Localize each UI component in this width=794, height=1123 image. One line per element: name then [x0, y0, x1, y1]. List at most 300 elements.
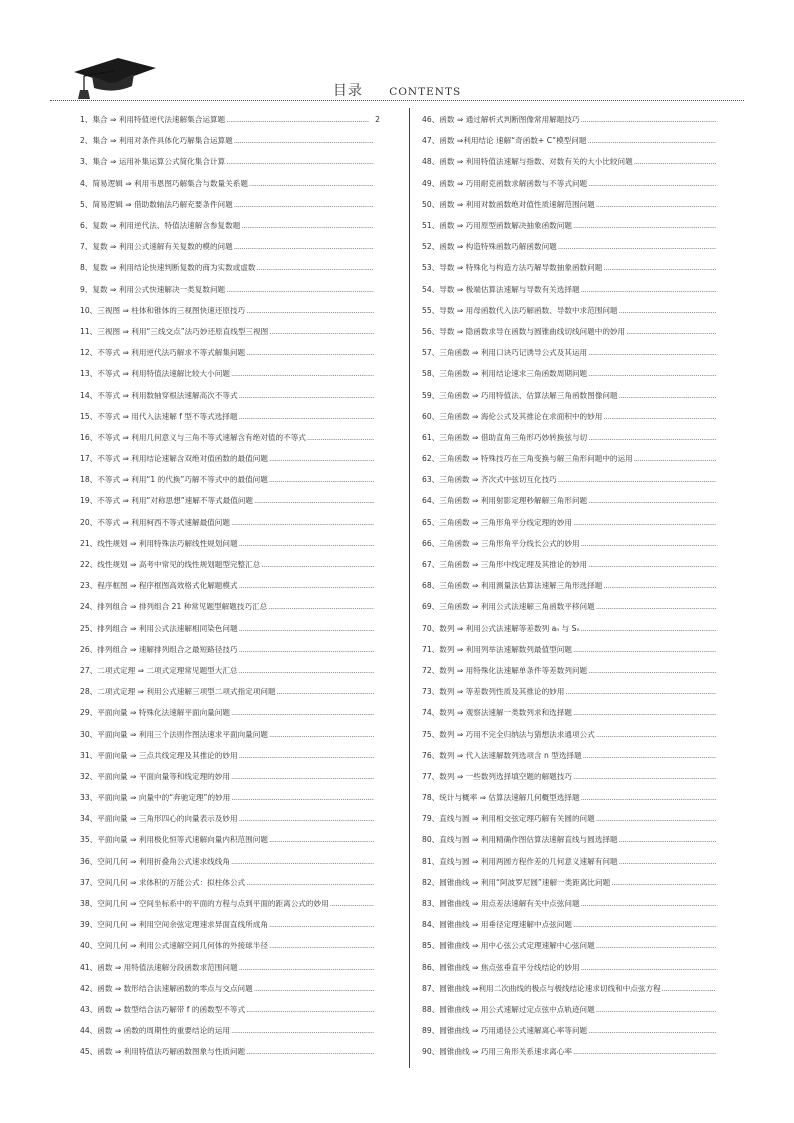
toc-dot-leader: [596, 200, 716, 209]
toc-dot-leader: [241, 221, 374, 230]
toc-entry-number: 85、: [422, 941, 440, 951]
toc-entry-title: 平面向量 ⇒ 三角形四心的向量表示及妙用: [97, 814, 238, 824]
toc-entry[interactable]: [422, 639, 722, 660]
toc-dot-leader: [596, 941, 716, 950]
toc-entry[interactable]: [80, 109, 380, 130]
toc-entry-number: 8、: [80, 263, 93, 273]
toc-entry[interactable]: [80, 639, 380, 660]
toc-dot-leader: [558, 475, 716, 484]
toc-entry-number: 74、: [422, 708, 440, 718]
toc-entry-title: 三角函数 ⇒ 齐次式中弦切互化技巧: [439, 475, 557, 485]
toc-entry-title: 数列 ⇒ 等差数列性质及其推论的妙用: [439, 687, 565, 697]
toc-entry-title: 简易逻辑 ⇒ 利用韦恩图巧解集合与数量关系题: [92, 178, 248, 188]
toc-entry-title: 函数 ⇒ 通过解析式判断图像常用解题技巧: [439, 115, 580, 125]
toc-entry[interactable]: [80, 130, 380, 151]
toc-entry[interactable]: [80, 829, 380, 850]
toc-entry-number: 90、: [422, 1047, 440, 1057]
toc-dot-leader: [277, 687, 374, 696]
toc-dot-leader: [581, 624, 716, 633]
toc-entry-number: 22、: [80, 560, 98, 570]
toc-entry-title: 不等式 ⇒ 利用数轴穿根法速解高次不等式: [97, 390, 238, 400]
toc-entry-number: 11、: [80, 326, 98, 336]
toc-entry-number: 77、: [422, 771, 440, 781]
toc-entry-title: 空间几何 ⇒ 利用公式速解空间几何体的外接球半径: [97, 941, 268, 951]
toc-entry-number: 63、: [422, 475, 440, 485]
toc-entry-title: 平面向量 ⇒ 三点共线定理及其推论的妙用: [97, 750, 238, 760]
toc-entry-title: 三角函数 ⇒ 利用测量法估算法速解三角形选择题: [439, 581, 603, 591]
toc-entry-title: 圆锥曲线 ⇒ 用公式速解过定点弦中点轨迹问题: [439, 1004, 595, 1014]
toc-entry[interactable]: [80, 512, 380, 533]
toc-dot-leader: [596, 602, 716, 611]
toc-entry-title: 线性规划 ⇒ 高考中常见的线性规划题型完整汇总: [97, 560, 261, 570]
toc-entry-title: 函数 ⇒利用结论 速解“奇函数+ C”模型问题: [439, 136, 587, 146]
toc-entry[interactable]: [422, 215, 722, 236]
toc-dot-leader: [269, 730, 374, 739]
toc-entry-number: 35、: [80, 835, 98, 845]
toc-entry[interactable]: [80, 660, 380, 681]
toc-entry[interactable]: [422, 681, 722, 702]
toc-dot-leader: [246, 1047, 374, 1056]
toc-entry[interactable]: [422, 1020, 722, 1041]
toc-dot-leader: [611, 878, 716, 887]
toc-entry[interactable]: [422, 723, 722, 744]
toc-dot-leader: [239, 581, 374, 590]
toc-entry[interactable]: [80, 300, 380, 321]
toc-entry-number: 25、: [80, 623, 98, 633]
toc-dot-leader: [588, 369, 716, 378]
toc-entry[interactable]: [422, 194, 722, 215]
toc-entry-number: 14、: [80, 390, 98, 400]
toc-dot-leader: [269, 920, 374, 929]
toc-dot-leader: [246, 306, 374, 315]
toc-dot-leader: [257, 263, 374, 272]
toc-entry-title: 圆锥曲线 ⇒ 用中心弦公式定理速解中心弦问题: [439, 941, 595, 951]
toc-entry[interactable]: [80, 236, 380, 257]
toc-dot-leader: [249, 179, 374, 188]
toc-dot-leader: [573, 920, 716, 929]
toc-dot-leader: [581, 115, 716, 124]
toc-dot-leader: [239, 645, 374, 654]
toc-entry[interactable]: [80, 151, 380, 172]
toc-entry-title: 函数 ⇒ 用特值法速解分段函数求范围问题: [97, 962, 238, 972]
toc-entry[interactable]: [422, 236, 722, 257]
toc-entry-number: 39、: [80, 920, 98, 930]
toc-entry-number: 76、: [422, 750, 440, 760]
toc-entry-number: 24、: [80, 602, 98, 612]
toc-entry-title: 平面向量 ⇒ 利用三个法则作图法速求平面向量问题: [97, 729, 268, 739]
toc-dot-leader: [254, 496, 374, 505]
toc-entry-title: 二项式定理 ⇒ 二项式定理常见题型大汇总: [97, 665, 238, 675]
toc-entry[interactable]: [422, 533, 722, 554]
toc-dot-leader: [231, 772, 374, 781]
toc-entry-title: 空间几何 ⇒ 求体积的万能公式：拟柱体公式: [97, 877, 246, 887]
toc-entry[interactable]: [422, 427, 722, 448]
toc-entry[interactable]: [422, 978, 722, 999]
toc-entry-number: 41、: [80, 962, 98, 972]
toc-dot-leader: [588, 560, 716, 569]
toc-entry-title: 圆锥曲线 ⇒ 用点差法速解有关中点弦问题: [439, 899, 580, 909]
toc-entry-number: 31、: [80, 750, 98, 760]
toc-dot-leader: [239, 391, 374, 400]
toc-entry-title: 数列 ⇒ 代入法速解数列选项含 n 型选择题: [439, 750, 582, 760]
toc-dot-leader: [239, 666, 374, 675]
toc-dot-leader: [558, 242, 716, 251]
toc-entry[interactable]: [80, 1020, 380, 1041]
toc-entry-title: 三角函数 ⇒ 三角形角平分线长公式的妙用: [439, 538, 580, 548]
toc-dot-leader: [238, 412, 374, 421]
toc-dot-leader: [226, 285, 374, 294]
toc-dot-leader: [330, 899, 374, 908]
column-divider: [409, 108, 410, 1068]
toc-entry-title: 复数 ⇒ 利用逆代法、特值法速解含参复数题: [92, 221, 241, 231]
toc-entry[interactable]: [422, 914, 722, 935]
toc-entry-number: 7、: [80, 242, 93, 252]
toc-dot-leader: [619, 391, 716, 400]
toc-entry-title: 三角函数 ⇒ 利用公式法速解三角函数平移问题: [439, 602, 595, 612]
toc-entry-number: 61、: [422, 432, 440, 442]
toc-entry-number: 28、: [80, 687, 98, 697]
toc-entry-number: 88、: [422, 1004, 440, 1014]
toc-entry-number: 29、: [80, 708, 98, 718]
page-title: [0, 80, 794, 100]
toc-entry-title: 不等式 ⇒ 利用结论速解含双绝对值函数的最值问题: [97, 454, 268, 464]
toc-entry[interactable]: [80, 851, 380, 872]
toc-entry-number: 69、: [422, 602, 440, 612]
toc-entry-title: 不等式 ⇒ 利用逆代法巧解求不等式解集问题: [97, 348, 246, 358]
toc-entry-number: 20、: [80, 517, 98, 527]
toc-entry[interactable]: [80, 702, 380, 723]
toc-entry[interactable]: [80, 618, 380, 639]
toc-entry-title: 线性规划 ⇒ 利用特殊法巧解线性规划问题: [97, 538, 238, 548]
toc-dot-leader: [254, 984, 374, 993]
toc-entry[interactable]: [422, 618, 722, 639]
toc-entry-number: 40、: [80, 941, 98, 951]
toc-entry-number: 17、: [80, 454, 98, 464]
toc-entry-title: 数列 ⇒ 巧用不完全归纳法与猜想法求通项公式: [439, 729, 595, 739]
toc-entry-title: 导数 ⇒ 极端估算法速解与导数有关选择题: [439, 284, 580, 294]
toc-entry-title: 数列 ⇒ 利用公式法速解等差数列 aₙ 与 Sₙ: [439, 623, 580, 633]
toc-entry-number: 70、: [422, 623, 440, 633]
toc-dot-leader: [603, 263, 716, 272]
toc-dot-leader: [573, 708, 716, 717]
toc-entry-number: 50、: [422, 199, 440, 209]
toc-dot-leader: [269, 941, 374, 950]
toc-dot-leader: [268, 602, 374, 611]
toc-entry-number: 64、: [422, 496, 440, 506]
toc-entry[interactable]: [80, 363, 380, 384]
toc-entry[interactable]: [422, 999, 722, 1020]
toc-entry[interactable]: [80, 384, 380, 405]
toc-entry[interactable]: [422, 512, 722, 533]
toc-left-column: [80, 109, 380, 1062]
toc-entry-title: 集合 ⇒ 利用对条件具体化巧解集合运算题: [92, 136, 233, 146]
toc-entry-title: 函数 ⇒ 构造特殊函数巧解函数问题: [439, 242, 557, 252]
toc-entry[interactable]: [80, 342, 380, 363]
toc-entry[interactable]: [422, 596, 722, 617]
toc-entry-number: 71、: [422, 644, 440, 654]
toc-dot-leader: [603, 412, 716, 421]
toc-dot-leader: [662, 984, 716, 993]
toc-entry-title: 排列组合 ⇒ 利用公式法速解相同染色问题: [97, 623, 238, 633]
toc-dot-leader: [226, 115, 369, 124]
toc-entry[interactable]: [422, 1041, 722, 1062]
toc-entry-number: 34、: [80, 814, 98, 824]
toc-dot-leader: [619, 835, 716, 844]
toc-entry[interactable]: [422, 575, 722, 596]
toc-entry[interactable]: [80, 554, 380, 575]
toc-entry-number: 1、: [80, 115, 93, 125]
toc-entry[interactable]: [422, 957, 722, 978]
toc-dot-leader: [239, 539, 374, 548]
toc-entry[interactable]: [422, 448, 722, 469]
toc-entry[interactable]: [422, 130, 722, 151]
toc-dot-leader: [588, 666, 716, 675]
toc-entry-number: 6、: [80, 221, 93, 231]
toc-entry[interactable]: [422, 173, 722, 194]
toc-entry-number: 54、: [422, 284, 440, 294]
toc-entry[interactable]: [80, 596, 380, 617]
toc-entry-title: 不等式 ⇒ 利用特值法速解比较大小问题: [97, 369, 230, 379]
toc-entry-title: 数列 ⇒ 用特殊化法速解单条件等差数列问题: [439, 665, 588, 675]
toc-entry[interactable]: [80, 215, 380, 236]
toc-entry-number: 45、: [80, 1047, 98, 1057]
toc-dot-leader: [581, 963, 716, 972]
toc-entry-title: 直线与圆 ⇒ 利用相交弦定理巧解有关圆的问题: [439, 814, 595, 824]
toc-entry-title: 三角函数 ⇒ 特殊技巧在三角变换与解三角形问题中的运用: [439, 454, 633, 464]
toc-entry[interactable]: [422, 384, 722, 405]
toc-entry[interactable]: [422, 469, 722, 490]
toc-entry-title: 集合 ⇒ 利用特值逆代法速解集合运算题: [92, 115, 226, 125]
toc-entry[interactable]: [422, 279, 722, 300]
toc-entry[interactable]: [80, 406, 380, 427]
toc-entry-title: 圆锥曲线 ⇒利用二次曲线的极点与极线结论速求切线和中点弦方程: [439, 983, 661, 993]
toc-entry[interactable]: [422, 893, 722, 914]
toc-entry-title: 函数 ⇒ 利用对数函数绝对值性质速解范围问题: [439, 199, 595, 209]
toc-entry[interactable]: [422, 490, 722, 511]
toc-entry[interactable]: [80, 957, 380, 978]
toc-entry-number: 33、: [80, 793, 98, 803]
toc-entry-number: 13、: [80, 369, 98, 379]
toc-entry-number: 80、: [422, 835, 440, 845]
toc-entry-number: 12、: [80, 348, 98, 358]
toc-entry-number: 43、: [80, 1004, 98, 1014]
toc-dot-leader: [307, 433, 374, 442]
toc-dot-leader: [583, 751, 716, 760]
toc-dot-leader: [234, 200, 374, 209]
toc-dot-leader: [587, 136, 716, 145]
toc-dot-leader: [234, 136, 374, 145]
toc-entry[interactable]: [422, 321, 722, 342]
toc-entry-number: 10、: [80, 305, 98, 315]
toc-entry-title: 圆锥曲线 ⇒ 利用“阿波罗尼圆”速解一类距离比问题: [439, 877, 611, 887]
toc-entry-title: 函数 ⇒ 巧用原型函数解决抽象函数问题: [439, 221, 572, 231]
toc-entry-number: 55、: [422, 305, 440, 315]
toc-entry-title: 二项式定理 ⇒ 利用公式速解三项型二项式指定项问题: [97, 687, 276, 697]
toc-entry[interactable]: [80, 893, 380, 914]
toc-entry-number: 3、: [80, 157, 93, 167]
toc-entry-title: 平面向量 ⇒ 特殊化法速解平面向量问题: [97, 708, 230, 718]
toc-entry[interactable]: [422, 851, 722, 872]
toc-entry[interactable]: [80, 257, 380, 278]
toc-entry-number: 42、: [80, 983, 98, 993]
toc-entry[interactable]: [422, 109, 722, 130]
toc-dot-leader: [634, 454, 716, 463]
toc-entry-title: 三视图 ⇒ 利用“三线交点”法巧妙还原直线型三视图: [97, 326, 269, 336]
toc-entry[interactable]: [422, 151, 722, 172]
toc-entry-number: 52、: [422, 242, 440, 252]
toc-dot-leader: [269, 475, 374, 484]
toc-entry-number: 57、: [422, 348, 440, 358]
toc-dot-leader: [581, 539, 716, 548]
toc-entry-number: 47、: [422, 136, 440, 146]
toc-entry-title: 平面向量 ⇒ 平面向量等和线定理的妙用: [97, 771, 230, 781]
toc-dot-leader: [581, 285, 716, 294]
toc-entry[interactable]: [80, 745, 380, 766]
toc-entry-number: 46、: [422, 115, 440, 125]
toc-entry-number: 38、: [80, 899, 98, 909]
title-chinese: 目录: [332, 83, 363, 99]
toc-entry[interactable]: [80, 1041, 380, 1062]
toc-entry-number: 48、: [422, 157, 440, 167]
toc-entry[interactable]: [80, 575, 380, 596]
toc-entry[interactable]: [80, 448, 380, 469]
toc-entry[interactable]: [80, 490, 380, 511]
toc-entry-title: 三角函数 ⇒ 三角形中线定理及其推论的妙用: [439, 560, 588, 570]
toc-entry-number: 56、: [422, 326, 440, 336]
toc-entry-title: 空间几何 ⇒ 利用空间余弦定理速求异面直线所成角: [97, 920, 268, 930]
toc-entry[interactable]: [80, 766, 380, 787]
toc-entry-number: 83、: [422, 899, 440, 909]
toc-entry[interactable]: [422, 935, 722, 956]
toc-entry[interactable]: [80, 533, 380, 554]
toc-entry-title: 排列组合 ⇒ 速解排列组合之最短路径技巧: [97, 644, 238, 654]
toc-entry-title: 排列组合 ⇒ 排列组合 21 种常见题型解题技巧汇总: [97, 602, 268, 612]
toc-entry[interactable]: [422, 300, 722, 321]
toc-entry[interactable]: [422, 808, 722, 829]
toc-entry[interactable]: [422, 829, 722, 850]
toc-entry-number: 79、: [422, 814, 440, 824]
toc-entry-title: 数列 ⇒ 观察法速解一类数列求和选择题: [439, 708, 572, 718]
toc-dot-leader: [246, 1005, 374, 1014]
toc-entry-number: 4、: [80, 178, 93, 188]
toc-entry-number: 62、: [422, 454, 440, 464]
toc-entry[interactable]: [422, 702, 722, 723]
toc-dot-leader: [261, 560, 374, 569]
toc-entry-title: 直线与圆 ⇒ 利用精确作图估算法速解直线与圆选择题: [439, 835, 618, 845]
toc-entry-title: 不等式 ⇒ 利用柯西不等式速解最值问题: [97, 517, 230, 527]
toc-entry-title: 简易逻辑 ⇒ 借助数轴法巧解充要条件问题: [92, 199, 233, 209]
toc-entry-number: 75、: [422, 729, 440, 739]
toc-entry-number: 27、: [80, 665, 98, 675]
toc-entry[interactable]: [80, 427, 380, 448]
toc-entry[interactable]: [80, 999, 380, 1020]
toc-entry-number: 36、: [80, 856, 98, 866]
toc-entry-number: 81、: [422, 856, 440, 866]
toc-entry-title: 平面向量 ⇒ 向量中的“奔驰定理”的妙用: [97, 793, 231, 803]
toc-dot-leader: [239, 751, 374, 760]
toc-entry-number: 87、: [422, 983, 440, 993]
toc-entry[interactable]: [80, 469, 380, 490]
toc-entry-number: 23、: [80, 581, 98, 591]
toc-entry-number: 26、: [80, 644, 98, 654]
toc-entry[interactable]: [422, 872, 722, 893]
toc-dot-leader: [634, 157, 716, 166]
toc-entry[interactable]: [422, 787, 722, 808]
toc-entry-title: 三角函数 ⇒ 巧用特值法、估算法解三角函数图像问题: [439, 390, 618, 400]
toc-dot-leader: [581, 793, 716, 802]
toc-entry[interactable]: [80, 935, 380, 956]
toc-dot-leader: [239, 624, 374, 633]
toc-entry[interactable]: [80, 681, 380, 702]
toc-entry[interactable]: [80, 194, 380, 215]
toc-entry[interactable]: [422, 766, 722, 787]
toc-entry-title: 直线与圆 ⇒ 利用两圆方程作差的几何意义速解有问题: [439, 856, 618, 866]
toc-entry[interactable]: [80, 978, 380, 999]
toc-entry-number: 66、: [422, 538, 440, 548]
toc-entry-number: 18、: [80, 475, 98, 485]
toc-entry-title: 函数 ⇒ 巧用耐克函数求解函数与不等式问题: [439, 178, 588, 188]
toc-entry-title: 复数 ⇒ 利用结论快速判断复数的商为实数或虚数: [92, 263, 256, 273]
toc-dot-leader: [231, 1026, 374, 1035]
toc-dot-leader: [573, 772, 716, 781]
toc-entry[interactable]: [422, 257, 722, 278]
toc-entry-title: 三视图 ⇒ 柱体和锥体的三视图快速还原技巧: [97, 305, 246, 315]
toc-dot-leader: [581, 899, 716, 908]
toc-entry-number: 58、: [422, 369, 440, 379]
toc-entry-page: 2: [375, 115, 380, 125]
toc-dot-leader: [246, 348, 374, 357]
toc-entry[interactable]: [80, 914, 380, 935]
toc-entry[interactable]: [422, 363, 722, 384]
toc-dot-leader: [596, 1005, 716, 1014]
toc-entry-title: 三角函数 ⇒ 三角形角平分线定理的妙用: [439, 517, 572, 527]
toc-entry-title: 不等式 ⇒ 利用几何意义与三角不等式速解含有绝对值的不等式: [97, 432, 306, 442]
toc-entry[interactable]: [80, 321, 380, 342]
toc-entry-number: 89、: [422, 1026, 440, 1036]
toc-dot-leader: [588, 433, 716, 442]
toc-entry[interactable]: [80, 723, 380, 744]
toc-entry[interactable]: [80, 279, 380, 300]
toc-entry[interactable]: [422, 406, 722, 427]
toc-dot-leader: [231, 857, 374, 866]
toc-dot-leader: [596, 814, 716, 823]
toc-dot-leader: [226, 157, 374, 166]
toc-entry[interactable]: [422, 342, 722, 363]
toc-entry[interactable]: [80, 787, 380, 808]
toc-entry[interactable]: [80, 872, 380, 893]
toc-entry-title: 数列 ⇒ 一些数列选择填空题的解题技巧: [439, 771, 572, 781]
toc-entry-number: 2、: [80, 136, 93, 146]
toc-entry-title: 三角函数 ⇒ 利用射影定理秒解解三角形问题: [439, 496, 588, 506]
toc-entry[interactable]: [422, 745, 722, 766]
toc-entry-number: 60、: [422, 411, 440, 421]
toc-dot-leader: [239, 963, 374, 972]
toc-right-column: [422, 109, 722, 1062]
toc-dot-leader: [269, 454, 374, 463]
toc-entry-title: 复数 ⇒ 利用公式速解有关复数的模的问题: [92, 242, 233, 252]
toc-entry[interactable]: [80, 173, 380, 194]
toc-entry[interactable]: [80, 808, 380, 829]
toc-entry[interactable]: [422, 660, 722, 681]
toc-entry-title: 复数 ⇒ 利用公式快速解决一类复数问题: [92, 284, 226, 294]
toc-entry-title: 不等式 ⇒ 利用“1 的代换”巧解不等式中的最值问题: [97, 475, 268, 485]
toc-dot-leader: [626, 327, 716, 336]
toc-dot-leader: [231, 708, 374, 717]
toc-entry-number: 15、: [80, 411, 98, 421]
toc-entry[interactable]: [422, 554, 722, 575]
toc-entry-number: 82、: [422, 877, 440, 887]
toc-entry-number: 44、: [80, 1026, 98, 1036]
